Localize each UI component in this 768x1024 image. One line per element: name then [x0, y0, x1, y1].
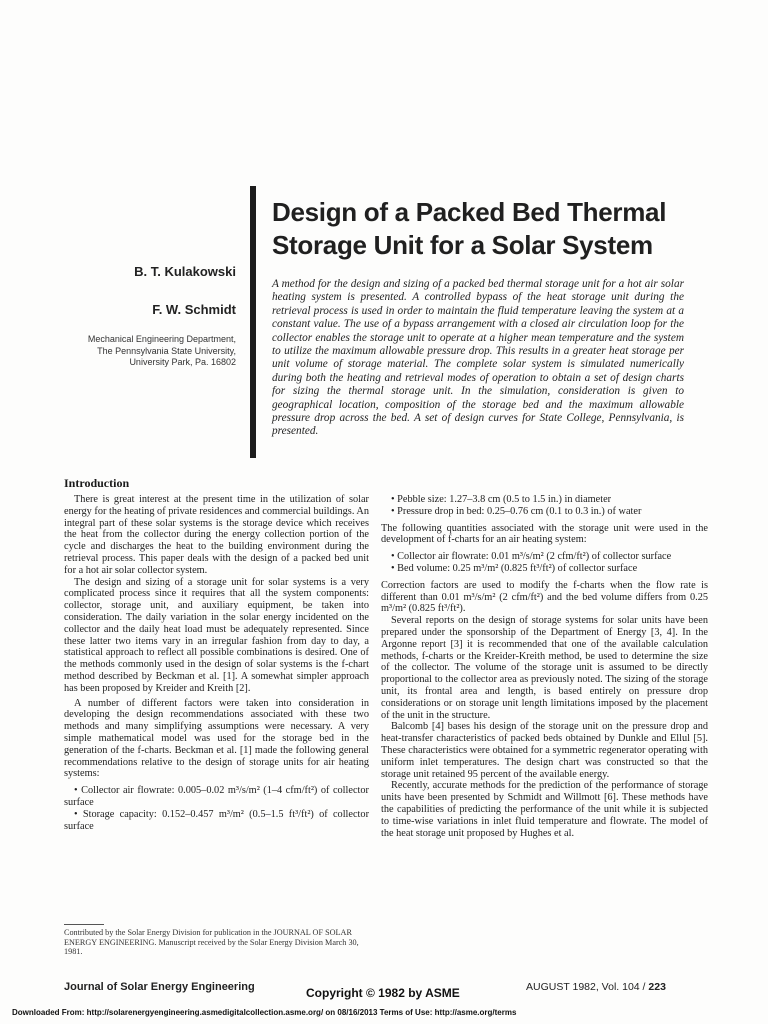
journal-name: Journal of Solar Energy Engineering: [64, 981, 255, 993]
paragraph: The design and sizing of a storage unit for solar systems is a very complicated process since it requires that all the system components: collector, storage unit, and auxiliary equipment, be taken into consideration. The daily variation in the solar energy incidented on the collector and the daily heat load must be adequately represented. Since these latter two items vary in an irregular fashion from day to day, a statistical approach to reflect all possible combinations is desired. One of the methods commonly used in the design of solar systems is the f-chart method described by Beckman et al. [1]. A somewhat simpler approach has been proposed by Kreider and Kreith [2].: [64, 576, 369, 694]
paragraph: Balcomb [4] bases his design of the storage unit on the pressure drop and heat-transfer characteristics of packed beds obtained by Dunkle and Ellul [5]. These characteristics were obtained for a symmetric regenerator operating with uniform inlet temperatures. The design chart was constructed so that the storage unit retained 95 percent of the available energy.: [381, 721, 708, 780]
section-heading: Introduction: [64, 476, 130, 490]
page-number: 223: [648, 981, 666, 993]
paragraph: A number of different factors were taken into consideration in developing the design recommendations associated with these two methods and many simplifying assumptions were necessary. A very simple mathematical model was used for the storage bed in the generation of the f-charts. Beckman et al. [1] made the following general recommendations relative to the design of storage units for air heating systems:: [64, 697, 369, 780]
left-column: [64, 494, 369, 832]
author-1: B. T. Kulakowski: [134, 264, 236, 279]
bullet-item: • Bed volume: 0.25 m³/m² (0.825 ft³/ft²) of collector surface: [391, 562, 638, 574]
abstract: A method for the design and sizing of a packed bed thermal storage unit for a hot air solar heating system is presented. A controlled bypass of the heat storage unit during the retrieval process is used in order to maintain the fluid temperature leaving the system at a constant value. The use of a bypass arrangement with a closed air circulation loop for the collector enables the storage unit to operate at a higher mean temperature and the system to utilize the maximum allowable pressure drop. This results in a greater heat storage per unit volume of storage material. The complete solar system is simulated numerically during both the heating and retrieval modes of operation to obtain a set of design charts for sizing the thermal storage unit. In the simulation, consideration is given to geographical location, composition of the storage bed and the maximum allowable pressure drop across the bed. A set of design curves for State College, Pennsylvania, is presented.: [272, 278, 684, 438]
paragraph: Several reports on the design of storage systems for solar units have been prepared under the sponsorship of the Department of Energy [3, 4]. In the Argonne report [3] it is recommended that one of the available calculation methods, f-charts or the Kreider-Kreith method, be used to determine the size of the collector. The volume of the storage unit is assumed to be directly proportional to the collector area as previously noted. The sizing of the storage unit, its frontal area and length, is based entirely on pressure drop considerations or on storage unit length limitations imposed by the placement of the unit in the structure.: [381, 615, 708, 721]
footnote: Contributed by the Solar Energy Division for publication in the JOURNAL OF SOLAR ENERGY ENGINEERING. Manuscript received by the Solar Energy Division March 30, 1981.: [64, 928, 359, 957]
bullet-item: • Storage capacity: 0.152–0.457 m³/m² (0.5–1.5 ft³/ft²) of collector surface: [64, 808, 369, 832]
paragraph: Correction factors are used to modify the f-charts when the flow rate is different than 0.01 m³/s/m² (2 cfm/ft²) and the bed volume differs from 0.25 m³/m² (0.825 ft³/ft²).: [381, 579, 708, 615]
affiliation-line: University Park, Pa. 16802: [129, 357, 236, 367]
bullet-item: • Collector air flowrate: 0.01 m³/s/m² (2 cfm/ft²) of collector surface: [391, 551, 672, 563]
bullet-item: • Collector air flowrate: 0.005–0.02 m³/s/m² (1–4 cfm/ft²) of collector surface: [64, 785, 369, 808]
footnote-rule: [64, 924, 104, 925]
bullet-item: • Pressure drop in bed: 0.25–0.76 cm (0.1 to 0.3 in.) of water: [391, 505, 642, 517]
title-rule: [250, 186, 256, 458]
bullet-item: • Pebble size: 1.27–3.8 cm (0.5 to 1.5 in.) in diameter: [391, 494, 612, 505]
affiliation-line: Mechanical Engineering Department,: [87, 334, 236, 344]
title-line-1: Design of a Packed Bed Thermal: [272, 197, 667, 227]
paragraph: The following quantities associated with the storage unit were used in the development of f-charts for an air heating system:: [381, 522, 708, 546]
download-notice: Downloaded From: http://solarenergyengineering.asmedigitalcollection.asme.org/ on 08/16/2013 Terms of Use: http://asme.org/terms: [12, 1008, 517, 1017]
title-line-2: Storage Unit for a Solar System: [272, 230, 653, 260]
paper-title: [272, 196, 742, 262]
paragraph: Recently, accurate methods for the prediction of the performance of storage units have been presented by Schmidt and Willmott [6]. These methods have the capabilities of predicting the performance of the unit while it is subjected to time-wise variations in inlet fluid temperature and flowrate. The model of the heat storage unit proposed by Hughes et al.: [381, 780, 708, 839]
affiliation-line: The Pennsylvania State University,: [97, 345, 236, 356]
copyright-notice: Copyright © 1982 by ASME: [306, 986, 460, 1000]
right-column: [381, 494, 708, 839]
affiliation: [36, 334, 236, 369]
author-2: F. W. Schmidt: [152, 302, 236, 317]
issue-date-volume: AUGUST 1982, Vol. 104 /: [526, 981, 649, 993]
issue-info: [526, 981, 666, 993]
paragraph: There is great interest at the present time in the utilization of solar energy for the heating of private residences and commercial buildings. An integral part of these solar systems is the storage device which receives the heat from the collector during the energy collection portion of the cycle and discharges the heat to the building environment during the retrieval process. This paper deals with the design of a packed bed unit for a hot air solar collector system.: [64, 494, 369, 576]
